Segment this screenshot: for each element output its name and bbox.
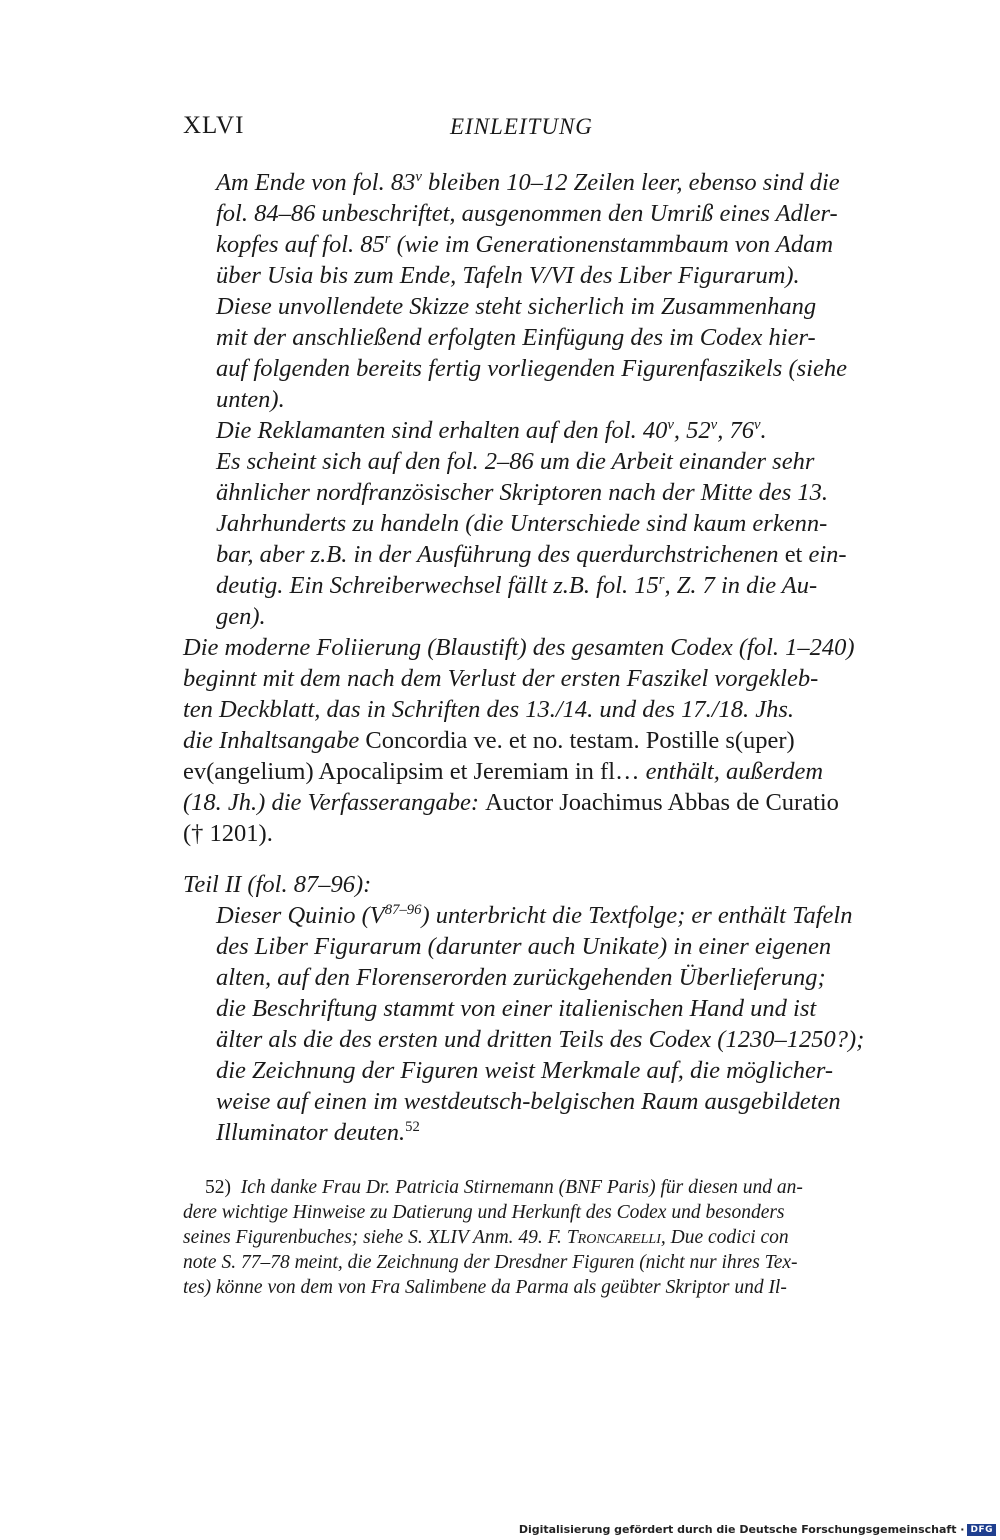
dfg-logo: DFG	[967, 1524, 996, 1536]
running-title: EINLEITUNG	[450, 114, 593, 139]
text-line: Am Ende von fol. 83$^v$ bleiben 10–12 Zeilen leer, ebenso sind die	[216, 168, 840, 196]
text-line: Die Reklamanten sind erhalten auf den fol. 40$^v$, 52$^v$, 76$^v$.	[216, 416, 767, 444]
section-heading: Teil II (fol. 87–96):	[183, 871, 372, 898]
text-line: Jahrhunderts zu handeln (die Unterschiede sind kaum erkenn-	[216, 510, 828, 537]
text-line: († 1201).	[183, 820, 273, 847]
text-line: über Usia bis zum Ende, Tafeln V/VI des Liber Figurarum).	[216, 262, 800, 289]
text-line: beginnt mit dem nach dem Verlust der ersten Faszikel vorgekleb-	[183, 665, 819, 692]
text-line: weise auf einen im westdeutsch-belgischen Raum ausgebildeten	[216, 1088, 841, 1115]
text-line: kopfes auf fol. 85$^r$ (wie im Generationenstammbaum von Adam	[216, 230, 834, 258]
text-line: Dieser Quinio $(V^{87-96})$ unterbricht die Textfolge; er enthält Tafeln	[216, 901, 853, 929]
text-line: alten, auf den Florenserorden zurückgehenden Überlieferung;	[216, 964, 826, 991]
footnote-marker: 52)	[205, 1177, 231, 1198]
text-line: ähnlicher nordfranzösischer Skriptoren nach der Mitte des 13.	[216, 479, 828, 506]
text-line: (18. Jh.) die Verfasserangabe: Auctor Joachimus Abbas de Curatio	[183, 789, 839, 816]
text-line: ev(angelium) Apocalipsim et Jeremiam in fl… enthält, außerdem	[183, 758, 824, 785]
footnote-line: seines Figurenbuches; siehe S. XLIV Anm. 49. F. Troncarelli, Due codici con	[183, 1227, 789, 1248]
text-line: deutig. Ein Schreiberwechsel fällt z.B. fol. 15$^r$, Z. 7 in die Au-	[216, 571, 818, 599]
text-line: Illuminator deuten.$^{52}$	[216, 1118, 420, 1146]
footnote-ref[interactable]: 52	[405, 1118, 420, 1135]
text-line: die Inhaltsangabe Concordia ve. et no. testam. Postille s(uper)	[183, 727, 795, 754]
footnote-line: tes) könne von dem von Fra Salimbene da Parma als geübter Skriptor und Il-	[183, 1277, 787, 1298]
text-line: mit der anschließend erfolgten Einfügung des im Codex hier-	[216, 324, 816, 351]
text-line: gen).	[216, 603, 266, 630]
text-line: auf folgenden bereits fertig vorliegenden Figurenfaszikels (siehe	[216, 355, 847, 382]
text-line: die Zeichnung der Figuren weist Merkmale auf, die möglicher-	[216, 1057, 834, 1084]
text-line: des Liber Figurarum (darunter auch Unikate) in einer eigenen	[216, 933, 832, 960]
footnote-line: note S. 77–78 meint, die Zeichnung der Dresdner Figuren (nicht nur ihres Tex-	[183, 1252, 798, 1273]
text-line: fol. 84–86 unbeschriftet, ausgenommen den Umriß eines Adler-	[216, 200, 838, 227]
text-line: Diese unvollendete Skizze steht sicherlich im Zusammenhang	[216, 293, 817, 320]
text-line: Die moderne Foliierung (Blaustift) des gesamten Codex (fol. 1–240)	[183, 634, 855, 661]
text-line: Es scheint sich auf den fol. 2–86 um die Arbeit einander sehr	[216, 448, 815, 475]
footnote-line: dere wichtige Hinweise zu Datierung und Herkunft des Codex und besonders	[183, 1202, 785, 1223]
funding-text: Digitalisierung gefördert durch die Deutsche Forschungsgemeinschaft ·	[518, 1523, 965, 1536]
footnote-line: 52) Ich danke Frau Dr. Patricia Stirnemann (BNF Paris) für diesen und an-	[205, 1177, 803, 1198]
text-line: unten).	[216, 386, 285, 413]
text-line: ten Deckblatt, das in Schriften des 13./14. und des 17./18. Jhs.	[183, 696, 795, 723]
page-number: XLVI	[183, 112, 245, 139]
text-line: bar, aber z.B. in der Ausführung des querdurchstrichenen et ein-	[216, 541, 847, 568]
text-line: die Beschriftung stammt von einer italienischen Hand und ist	[216, 995, 817, 1022]
funding-note	[519, 1523, 996, 1536]
text-line: älter als die des ersten und dritten Teils des Codex (1230–1250?);	[216, 1026, 865, 1053]
